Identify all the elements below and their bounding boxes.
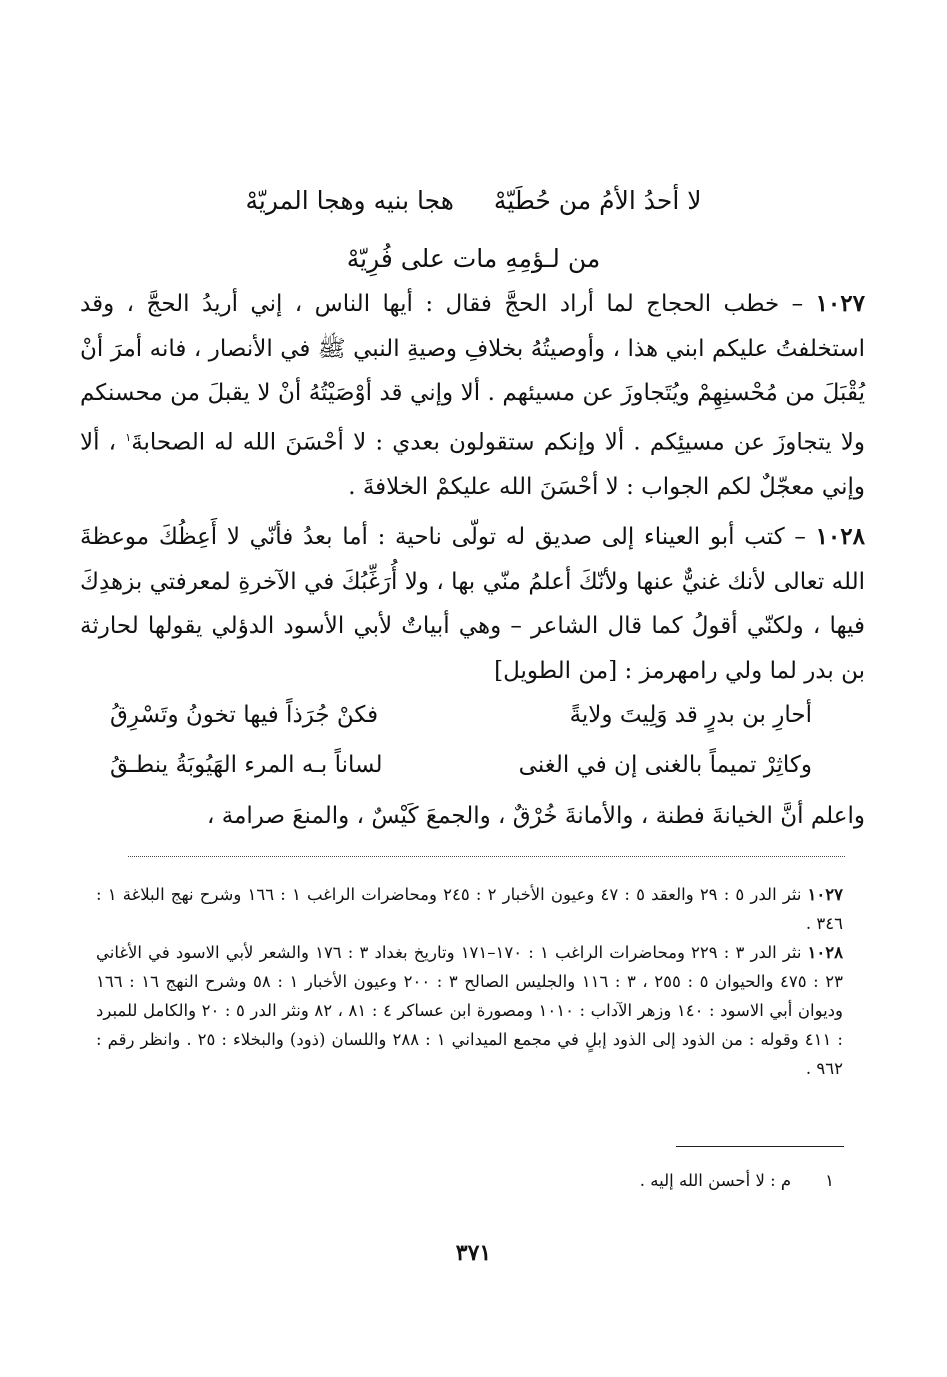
page-number: ٣٧١	[455, 1240, 492, 1266]
footnote	[640, 1168, 834, 1194]
footnote-rule	[676, 1146, 844, 1147]
note-number-1027: ١٠٢٧	[807, 885, 843, 904]
poem-line-1-right: أحارِ بن بدرٍ قد وَلِيتَ ولايةً	[569, 702, 812, 728]
note-1028-text: نثر الدر ٣ : ٢٢٩ ومحاضرات الراغب ١ : ١٧٠–١٧١ وتاريخ بغداد ٣ : ١٧٦ والشعر لأبي الاسود في الأغاني ٢٣ : ٤٧٥ والحيوان ٥ : ٢٥٥ ، ٣ : ١١٦ والجليس الصالح ٣ : ٢٠٠ وعيون الأخبار ١ : ٥٨ وشرح النهج ١٦ : ١٦٦ وديوان أبي الاسود : ١٤٠ وزهر الآداب : ١٠١٠ ومصورة ابن عساكر ٤ : ٨١ ، ٨٢ ونثر الدر ٥ : ٢٠ والكامل للمبرد : ٤١١ وقوله : من الذود إلى الذود إبلٍ في مجمع الميداني ١ : ٢٨٨ واللسان (ذود) والبخلاء : ٢٥ . وانظر رقم : ٩٦٢ .	[96, 943, 843, 1078]
footnote-marker: ١	[125, 430, 132, 444]
poem	[110, 690, 812, 790]
entry-number-1027: ١٠٢٧	[815, 290, 865, 317]
entry-1027	[80, 282, 865, 509]
verse-line-1	[0, 172, 947, 230]
poem-line-1	[110, 690, 812, 740]
note-1028	[96, 938, 843, 1083]
main-text	[80, 282, 865, 693]
poem-line-1-left: فكنْ جُرَذاً فيها تخونُ وتَسْرِقُ	[110, 702, 379, 728]
entry-1028-text: – كتب أبو العيناء إلى صديق له تولّى ناحية : أما بعدُ فأنّي لا أَعِظُكَ موعظةَ الله تعالى لأنك غنيٌّ عنها ولأنّكَ أعلمُ منّي بها ، ولا أُرَغِّبُكَ في الآخرةِ لمعرفتي بزهدِكَ فيها ، ولكنّي أقولُ كما قال الشاعر – وهي أبياتٌ لأبي الأسود الدؤلي يقولها لحارثة بن بدر لما ولي رامهرمز : [من الطويل]	[80, 524, 865, 684]
source-notes	[96, 880, 843, 1083]
entry-1028	[80, 515, 865, 693]
note-1027-text: نثر الدر ٥ : ٢٩ والعقد ٥ : ٤٧ وعيون الأخبار ٢ : ٢٤٥ ومحاضرات الراغب ١ : ١٦٦ وشرح نهج البلاغة ١ : ٣٤٦ .	[96, 885, 843, 933]
footnote-number: ١	[825, 1171, 834, 1190]
entry-1027-text-end: ، ألا وإني معجّلٌ لكم الجواب : لا أحْسَنَ الله عليكمْ الخلافةَ .	[80, 429, 865, 500]
verse-hemistich-right: لا أحدُ الأمُ من حُطَيّهْ	[493, 186, 702, 215]
verse-line-2-text: من لـؤمِهِ مات على فُرِيّهْ	[346, 244, 601, 273]
opening-verse	[0, 172, 947, 288]
poem-line-2-right: وكاثِرْ تميماً بالغنى إن في الغنى	[518, 752, 812, 778]
continuation-text: واعلم أنَّ الخيانةَ فطنة ، والأمانةَ خُرْقٌ ، والجمعَ كَيْسٌ ، والمنعَ صرامة ،	[207, 803, 865, 829]
verse-line-2	[0, 230, 947, 288]
dotted-separator	[128, 856, 845, 857]
poem-line-2	[110, 740, 812, 790]
note-1027	[96, 880, 843, 938]
verse-hemistich-left: هجا بنيه وهجا المريّهْ	[245, 186, 454, 215]
footnote-text: م : لا أحسن الله إليه .	[639, 1171, 792, 1190]
poem-line-2-left: لساناً بـه المرء الهَيُوبَةُ ينطـقُ	[110, 752, 383, 778]
entry-1027-text: – خطب الحجاج لما أراد الحجَّ فقال : أيها الناس ، إني أريدُ الحجَّ ، وقد استخلفتُ عليكم ابني هذا ، وأوصيتُهُ بخلافِ وصيةِ النبي ﷺ في الأنصار ، فانه أمرَ أنْ يُقْبَلَ من مُحْسنِهِمْ ويُتَجاوزَ عن مسيئهم . ألا وإني قد أوْصَيْتُهُ أنْ لا يقبلَ من محسنكم ولا يتجاوزَ عن مسيئِكم . ألا وإنكم ستقولون بعدي : لا أحْسَنَ الله له الصحابةَ	[80, 291, 865, 456]
note-number-1028: ١٠٢٨	[807, 943, 843, 962]
entry-number-1028: ١٠٢٨	[815, 523, 865, 551]
